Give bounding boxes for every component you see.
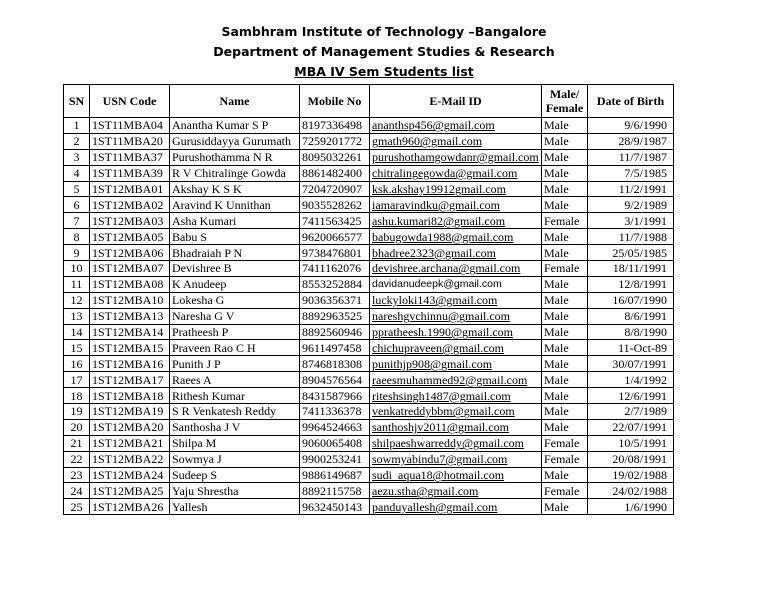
cell-email[interactable]: riteshsingh1487@gmail.com (370, 388, 542, 404)
cell-sn: 25 (64, 499, 90, 515)
cell-mobile: 9964524663 (300, 419, 370, 435)
cell-dob: 9/2/1989 (588, 197, 674, 213)
cell-name: Rithesh Kumar (170, 388, 300, 404)
cell-mobile: 8095032261 (300, 149, 370, 165)
cell-gender: Female (542, 483, 588, 499)
table-row (64, 229, 674, 245)
table-row (64, 245, 674, 261)
cell-usn-code: 1ST12MBA18 (90, 388, 170, 404)
cell-usn-code: 1ST12MBA01 (90, 181, 170, 197)
cell-dob: 8/6/1991 (588, 308, 674, 324)
cell-usn-code: 1ST12MBA20 (90, 419, 170, 435)
cell-dob: 8/8/1990 (588, 324, 674, 340)
cell-dob: 3/1/1991 (588, 213, 674, 229)
cell-sn: 24 (64, 483, 90, 499)
table-row (64, 165, 674, 181)
cell-sn: 4 (64, 165, 90, 181)
cell-dob: 11/7/1988 (588, 229, 674, 245)
cell-name: Pratheesh P (170, 324, 300, 340)
cell-mobile: 8892560946 (300, 324, 370, 340)
table-row (64, 213, 674, 229)
cell-gender: Male (542, 165, 588, 181)
cell-gender: Male (542, 133, 588, 149)
cell-name: Bhadraiah P N (170, 245, 300, 261)
cell-usn-code: 1ST12MBA08 (90, 276, 170, 292)
cell-email[interactable]: chichupraveen@gmail.com (370, 340, 542, 356)
cell-name: R V Chitralinge Gowda (170, 165, 300, 181)
cell-name: Babu S (170, 229, 300, 245)
cell-sn: 18 (64, 388, 90, 404)
cell-sn: 1 (64, 118, 90, 134)
table-body (64, 118, 674, 515)
table-row (64, 404, 674, 420)
table-row (64, 181, 674, 197)
cell-name: Raees A (170, 372, 300, 388)
list-title: MBA IV Sem Students list (294, 64, 474, 79)
table-row (64, 483, 674, 499)
cell-sn: 5 (64, 181, 90, 197)
table-row (64, 388, 674, 404)
cell-usn-code: 1ST11MBA20 (90, 133, 170, 149)
cell-gender: Male (542, 372, 588, 388)
table-row (64, 356, 674, 372)
table-row (64, 118, 674, 134)
table-row (64, 276, 674, 292)
cell-name: Devishree B (170, 261, 300, 277)
cell-name: Santhosha J V (170, 419, 300, 435)
cell-mobile: 9611497458 (300, 340, 370, 356)
cell-name: Punith J P (170, 356, 300, 372)
department-title: Department of Management Studies & Research (213, 44, 555, 59)
cell-mobile: 9035528262 (300, 197, 370, 213)
cell-gender: Male (542, 340, 588, 356)
col-header-gender: Male/ Female (542, 85, 588, 118)
cell-mobile: 9900253241 (300, 451, 370, 467)
cell-email[interactable]: nareshgvchinnu@gmail.com (370, 308, 542, 324)
cell-dob: 1/4/1992 (588, 372, 674, 388)
cell-usn-code: 1ST12MBA19 (90, 404, 170, 420)
cell-gender: Female (542, 213, 588, 229)
col-header-name: Name (170, 85, 300, 118)
table-row (64, 261, 674, 277)
cell-dob: 20/08/1991 (588, 451, 674, 467)
cell-usn-code: 1ST12MBA02 (90, 197, 170, 213)
table-row (64, 149, 674, 165)
cell-name: Anantha Kumar S P (170, 118, 300, 134)
col-header-sn: SN (64, 85, 90, 118)
cell-name: Purushothamma N R (170, 149, 300, 165)
cell-sn: 3 (64, 149, 90, 165)
cell-dob: 11-Oct-89 (588, 340, 674, 356)
cell-dob: 7/5/1985 (588, 165, 674, 181)
cell-mobile: 8892115758 (300, 483, 370, 499)
table-row (64, 372, 674, 388)
cell-email[interactable]: punithjp908@gmail.com (370, 356, 542, 372)
cell-email[interactable]: davidanudeepk@gmail.com (370, 276, 542, 292)
cell-email[interactable]: ashu.kumari82@gmail.com (370, 213, 542, 229)
cell-gender: Male (542, 404, 588, 420)
cell-dob: 12/8/1991 (588, 276, 674, 292)
col-header-dob: Date of Birth (588, 85, 674, 118)
cell-usn-code: 1ST12MBA13 (90, 308, 170, 324)
cell-usn-code: 1ST12MBA26 (90, 499, 170, 515)
cell-email[interactable]: gmath960@gmail.com (370, 133, 542, 149)
cell-dob: 9/6/1990 (588, 118, 674, 134)
cell-name: Praveen Rao C H (170, 340, 300, 356)
cell-dob: 24/02/1988 (588, 483, 674, 499)
cell-name: K Anudeep (170, 276, 300, 292)
cell-name: S R Venkatesh Reddy (170, 404, 300, 420)
cell-mobile: 7411563425 (300, 213, 370, 229)
cell-name: Yaju Shrestha (170, 483, 300, 499)
cell-gender: Male (542, 197, 588, 213)
cell-dob: 30/07/1991 (588, 356, 674, 372)
cell-email[interactable]: ananthsp456@gmail.com (370, 118, 542, 134)
cell-usn-code: 1ST12MBA17 (90, 372, 170, 388)
cell-email[interactable]: purushothamgowdanr@gmail.com (370, 149, 542, 165)
cell-email[interactable]: ksk.akshay19912gmail.com (370, 181, 542, 197)
cell-usn-code: 1ST12MBA22 (90, 451, 170, 467)
cell-mobile: 8746818308 (300, 356, 370, 372)
cell-sn: 2 (64, 133, 90, 149)
cell-mobile: 9060065408 (300, 435, 370, 451)
cell-dob: 11/2/1991 (588, 181, 674, 197)
cell-dob: 1/6/1990 (588, 499, 674, 515)
cell-mobile: 7204720907 (300, 181, 370, 197)
cell-usn-code: 1ST11MBA04 (90, 118, 170, 134)
cell-dob: 22/07/1991 (588, 419, 674, 435)
cell-name: Yallesh (170, 499, 300, 515)
cell-sn: 22 (64, 451, 90, 467)
cell-gender: Male (542, 419, 588, 435)
cell-email[interactable]: ppratheesh.1990@gmail.com (370, 324, 542, 340)
cell-sn: 23 (64, 467, 90, 483)
cell-sn: 20 (64, 419, 90, 435)
cell-name: Naresha G V (170, 308, 300, 324)
cell-mobile: 8892963525 (300, 308, 370, 324)
cell-name: Gurusiddayya Gurumath (170, 133, 300, 149)
cell-gender: Male (542, 181, 588, 197)
cell-mobile: 9738476801 (300, 245, 370, 261)
cell-mobile: 7411162076 (300, 261, 370, 277)
cell-email[interactable]: venkatreddybbm@gmail.com (370, 404, 542, 420)
cell-usn-code: 1ST12MBA14 (90, 324, 170, 340)
cell-email[interactable]: aezu.stha@gmail.com (370, 483, 542, 499)
cell-email[interactable]: shilpaeshwarreddy@gmail.com (370, 435, 542, 451)
cell-gender: Male (542, 467, 588, 483)
cell-name: Asha Kumari (170, 213, 300, 229)
cell-name: Sudeep S (170, 467, 300, 483)
cell-usn-code: 1ST11MBA39 (90, 165, 170, 181)
cell-name: Sowmya J (170, 451, 300, 467)
cell-dob: 10/5/1991 (588, 435, 674, 451)
cell-email[interactable]: raeesmuhammed92@gmail.com (370, 372, 542, 388)
table-row (64, 451, 674, 467)
cell-gender: Male (542, 388, 588, 404)
cell-gender: Male (542, 324, 588, 340)
cell-usn-code: 1ST12MBA07 (90, 261, 170, 277)
cell-sn: 6 (64, 197, 90, 213)
cell-usn-code: 1ST12MBA15 (90, 340, 170, 356)
cell-sn: 8 (64, 229, 90, 245)
cell-sn: 13 (64, 308, 90, 324)
cell-gender: Male (542, 356, 588, 372)
cell-sn: 11 (64, 276, 90, 292)
institute-title: Sambhram Institute of Technology –Bangalore (221, 24, 547, 39)
cell-mobile: 9886149687 (300, 467, 370, 483)
cell-usn-code: 1ST12MBA16 (90, 356, 170, 372)
cell-sn: 7 (64, 213, 90, 229)
cell-gender: Male (542, 118, 588, 134)
cell-gender: Male (542, 229, 588, 245)
cell-sn: 16 (64, 356, 90, 372)
cell-name: Shilpa M (170, 435, 300, 451)
cell-mobile: 8861482400 (300, 165, 370, 181)
cell-mobile: 7411336378 (300, 404, 370, 420)
cell-usn-code: 1ST12MBA06 (90, 245, 170, 261)
table-row (64, 340, 674, 356)
table-row (64, 324, 674, 340)
cell-email[interactable]: chitralingegowda@gmail.com (370, 165, 542, 181)
cell-email[interactable]: santhoshjv2011@gmail.com (370, 419, 542, 435)
cell-dob: 25/05/1985 (588, 245, 674, 261)
cell-usn-code: 1ST12MBA05 (90, 229, 170, 245)
cell-usn-code: 1ST12MBA25 (90, 483, 170, 499)
cell-gender: Male (542, 149, 588, 165)
cell-dob: 2/7/1989 (588, 404, 674, 420)
cell-sn: 10 (64, 261, 90, 277)
cell-name: Lokesha G (170, 292, 300, 308)
table-row (64, 133, 674, 149)
cell-sn: 17 (64, 372, 90, 388)
col-header-mobile: Mobile No (300, 85, 370, 118)
cell-gender: Female (542, 451, 588, 467)
cell-email[interactable]: sudi_aqua18@hotmail.com (370, 467, 542, 483)
col-header-email: E-Mail ID (370, 85, 542, 118)
cell-usn-code: 1ST12MBA24 (90, 467, 170, 483)
cell-email[interactable]: bhadree2323@gmail.com (370, 245, 542, 261)
cell-usn-code: 1ST12MBA10 (90, 292, 170, 308)
cell-email[interactable]: iamaravindku@gmail.com (370, 197, 542, 213)
cell-email[interactable]: devishree.archana@gmail.com (370, 261, 542, 277)
cell-email[interactable]: sowmyabindu7@gmail.com (370, 451, 542, 467)
cell-gender: Male (542, 499, 588, 515)
cell-mobile: 9036356371 (300, 292, 370, 308)
table-row (64, 467, 674, 483)
cell-mobile: 7259201772 (300, 133, 370, 149)
document-header (0, 22, 768, 82)
cell-mobile: 8431587966 (300, 388, 370, 404)
cell-usn-code: 1ST12MBA03 (90, 213, 170, 229)
cell-sn: 14 (64, 324, 90, 340)
cell-dob: 19/02/1988 (588, 467, 674, 483)
cell-dob: 18/11/1991 (588, 261, 674, 277)
cell-usn-code: 1ST12MBA21 (90, 435, 170, 451)
cell-usn-code: 1ST11MBA37 (90, 149, 170, 165)
cell-gender: Male (542, 245, 588, 261)
table-header-row (64, 85, 674, 118)
cell-name: Aravind K Unnithan (170, 197, 300, 213)
table-row (64, 419, 674, 435)
cell-email[interactable]: babugowda1988@gmail.com (370, 229, 542, 245)
cell-sn: 12 (64, 292, 90, 308)
cell-gender: Male (542, 292, 588, 308)
cell-dob: 28/9/1987 (588, 133, 674, 149)
cell-dob: 12/6/1991 (588, 388, 674, 404)
cell-sn: 21 (64, 435, 90, 451)
cell-mobile: 8904576564 (300, 372, 370, 388)
cell-name: Akshay K S K (170, 181, 300, 197)
table-row (64, 499, 674, 515)
cell-sn: 15 (64, 340, 90, 356)
cell-gender: Male (542, 308, 588, 324)
cell-mobile: 8553252884 (300, 276, 370, 292)
cell-mobile: 9632450143 (300, 499, 370, 515)
cell-gender: Female (542, 435, 588, 451)
cell-email[interactable]: luckyloki143@gmail.com (370, 292, 542, 308)
cell-gender: Female (542, 261, 588, 277)
table-row (64, 197, 674, 213)
cell-email[interactable]: panduyallesh@gmail.com (370, 499, 542, 515)
cell-mobile: 8197336498 (300, 118, 370, 134)
students-table (63, 84, 674, 515)
cell-dob: 16/07/1990 (588, 292, 674, 308)
table-row (64, 308, 674, 324)
cell-mobile: 9620066577 (300, 229, 370, 245)
table-row (64, 292, 674, 308)
col-header-usn: USN Code (90, 85, 170, 118)
cell-gender: Male (542, 276, 588, 292)
cell-sn: 19 (64, 404, 90, 420)
cell-sn: 9 (64, 245, 90, 261)
cell-dob: 11/7/1987 (588, 149, 674, 165)
table-row (64, 435, 674, 451)
